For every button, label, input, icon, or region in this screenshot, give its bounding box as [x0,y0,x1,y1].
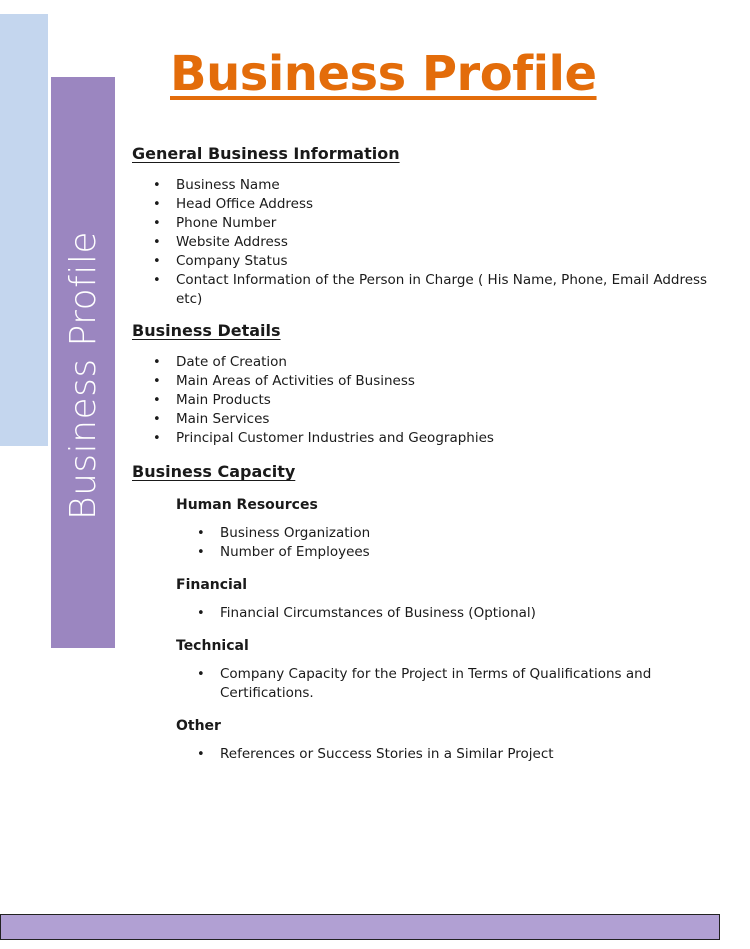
subheading-other: Other [176,718,221,734]
list-item: • References or Success Stories in a Similar Project [132,745,712,764]
subheading-financial: Financial [176,577,248,593]
sidebar-vertical-title [51,77,115,648]
list-item: • Head Office Address [132,195,712,214]
list-item: • Main Products [132,391,712,410]
list-item: • Financial Circumstances of Business (Optional) [132,604,712,623]
list-human-resources [132,524,712,562]
list-item: • Main Services [132,410,712,429]
list-details [132,353,712,448]
footer-bar [0,914,720,940]
list-item: • Business Name [132,176,712,195]
list-item: • Main Areas of Activities of Business [132,372,712,391]
list-general [132,176,712,309]
list-item: • Company Capacity for the Project in Terms of Qualifications and Certifications. [132,665,712,703]
list-item: • Principal Customer Industries and Geographies [132,429,712,448]
list-item: • Website Address [132,233,712,252]
list-item: • Contact Information of the Person in Charge ( His Name, Phone, Email Address etc) [132,271,712,309]
sidebar-vertical-title-text: Business Profile [62,230,104,520]
list-technical [132,665,712,703]
list-item: • Phone Number [132,214,712,233]
subheading-technical: Technical [176,638,249,654]
page-title: Business Profile [170,46,597,102]
list-financial [132,604,712,623]
list-item: • Date of Creation [132,353,712,372]
section-heading-general: General Business Information [132,144,400,163]
document-body [132,140,712,764]
subheading-human-resources: Human Resources [176,497,318,513]
list-item: • Company Status [132,252,712,271]
sidebar-light-band [0,14,48,446]
section-heading-capacity: Business Capacity [132,462,296,481]
list-item: • Number of Employees [132,543,712,562]
section-heading-details: Business Details [132,321,281,340]
list-other [132,745,712,764]
list-item: • Business Organization [132,524,712,543]
